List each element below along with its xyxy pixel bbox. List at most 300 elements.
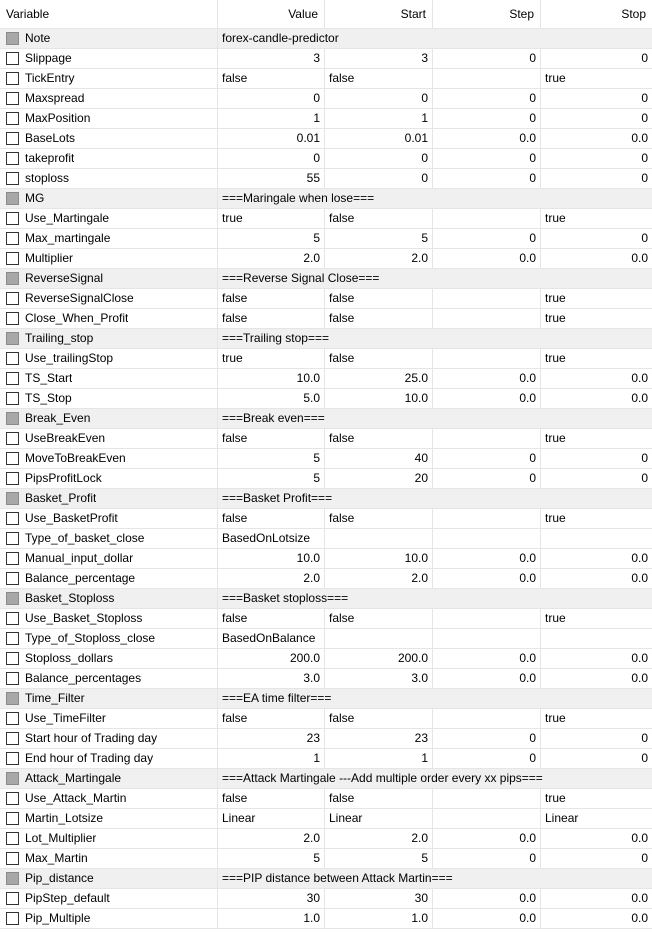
table-row[interactable]	[0, 669, 652, 689]
start-cell[interactable]: false	[325, 609, 433, 629]
variable-name: MaxPosition	[25, 111, 91, 125]
group-row[interactable]	[0, 189, 652, 209]
value-cell[interactable]: 23	[218, 729, 325, 749]
table-row[interactable]	[0, 389, 652, 409]
variable-cell	[0, 869, 218, 889]
value-cell[interactable]: BasedOnLotsize	[218, 529, 325, 549]
variable-cell	[0, 689, 218, 709]
group-row[interactable]	[0, 869, 652, 889]
step-cell[interactable]	[433, 629, 541, 649]
optimize-checkbox[interactable]	[6, 812, 19, 825]
value-cell[interactable]: 1	[218, 109, 325, 129]
value-cell[interactable]: 2.0	[218, 249, 325, 269]
header-step[interactable]: Step	[433, 0, 541, 28]
step-cell[interactable]	[433, 789, 541, 809]
step-cell[interactable]	[433, 609, 541, 629]
stop-cell[interactable]: true	[541, 789, 652, 809]
table-row[interactable]	[0, 569, 652, 589]
table-row[interactable]	[0, 529, 652, 549]
variable-name: Multiplier	[25, 251, 74, 265]
step-cell[interactable]: 0.0	[433, 549, 541, 569]
variable-name: Trailing_stop	[25, 331, 94, 345]
start-cell[interactable]: false	[325, 289, 433, 309]
start-cell	[325, 689, 433, 709]
variable-name: Close_When_Profit	[25, 311, 129, 325]
optimize-checkbox[interactable]	[6, 832, 19, 845]
stop-cell[interactable]	[541, 529, 652, 549]
optimize-checkbox[interactable]	[6, 732, 19, 745]
step-cell[interactable]: 0	[433, 149, 541, 169]
stop-cell	[541, 769, 652, 789]
value-cell[interactable]: Linear	[218, 809, 325, 829]
value-cell[interactable]: 30	[218, 889, 325, 909]
start-cell[interactable]: 10.0	[325, 549, 433, 569]
value-cell[interactable]: false	[218, 69, 325, 89]
start-cell[interactable]: 0	[325, 149, 433, 169]
variable-name: BaseLots	[25, 131, 76, 145]
optimize-checkbox[interactable]	[6, 292, 19, 305]
stop-cell[interactable]: 0	[541, 749, 652, 769]
stop-cell[interactable]: 0	[541, 449, 652, 469]
value-cell[interactable]: true	[218, 209, 325, 229]
variable-name: Start hour of Trading day	[25, 731, 158, 745]
stop-cell[interactable]: Linear	[541, 809, 652, 829]
variable-name: Basket_Profit	[25, 491, 97, 505]
step-cell	[433, 489, 541, 509]
group-row[interactable]	[0, 589, 652, 609]
start-cell[interactable]: Linear	[325, 809, 433, 829]
stop-cell[interactable]: true	[541, 209, 652, 229]
start-cell[interactable]: 1.0	[325, 909, 433, 929]
stop-cell[interactable]: 0.0	[541, 549, 652, 569]
table-row[interactable]	[0, 149, 652, 169]
table-row[interactable]	[0, 549, 652, 569]
variable-name: Use_Martingale	[25, 211, 110, 225]
variable-cell	[0, 729, 218, 749]
stop-cell	[541, 409, 652, 429]
variable-name: stoploss	[25, 171, 70, 185]
stop-cell[interactable]: true	[541, 69, 652, 89]
stop-cell[interactable]: 0	[541, 149, 652, 169]
variable-cell	[0, 909, 218, 929]
value-cell[interactable]: 5.0	[218, 389, 325, 409]
optimize-checkbox[interactable]	[6, 72, 19, 85]
step-cell[interactable]: 0.0	[433, 129, 541, 149]
variable-name: TS_Start	[25, 371, 73, 385]
optimize-checkbox[interactable]	[6, 752, 19, 765]
value-cell[interactable]: false	[218, 609, 325, 629]
step-cell[interactable]: 0.0	[433, 369, 541, 389]
optimize-checkbox[interactable]	[6, 192, 19, 205]
optimize-checkbox[interactable]	[6, 32, 19, 45]
table-row[interactable]	[0, 169, 652, 189]
table-row[interactable]	[0, 429, 652, 449]
stop-cell[interactable]: 0	[541, 469, 652, 489]
table-row[interactable]	[0, 229, 652, 249]
table-row[interactable]	[0, 889, 652, 909]
stop-cell[interactable]: 0	[541, 229, 652, 249]
start-cell[interactable]: false	[325, 429, 433, 449]
value-cell[interactable]: false	[218, 309, 325, 329]
start-cell[interactable]: false	[325, 789, 433, 809]
value-cell[interactable]: 200.0	[218, 649, 325, 669]
value-cell[interactable]: BasedOnBalance	[218, 629, 325, 649]
step-cell[interactable]: 0	[433, 49, 541, 69]
optimize-checkbox[interactable]	[6, 172, 19, 185]
optimize-checkbox[interactable]	[6, 772, 19, 785]
step-cell[interactable]	[433, 509, 541, 529]
optimize-checkbox[interactable]	[6, 372, 19, 385]
variable-name: Max_Martin	[25, 851, 88, 865]
step-cell[interactable]	[433, 529, 541, 549]
table-row[interactable]	[0, 369, 652, 389]
start-cell[interactable]: 1	[325, 749, 433, 769]
optimize-checkbox[interactable]	[6, 512, 19, 525]
variable-cell	[0, 789, 218, 809]
optimize-checkbox[interactable]	[6, 472, 19, 485]
variable-name: Slippage	[25, 51, 72, 65]
optimize-checkbox[interactable]	[6, 572, 19, 585]
group-row[interactable]	[0, 769, 652, 789]
value-cell[interactable]: false	[218, 789, 325, 809]
step-cell[interactable]: 0	[433, 449, 541, 469]
table-row[interactable]	[0, 289, 652, 309]
value-cell[interactable]: 5	[218, 849, 325, 869]
variable-name: Note	[25, 31, 51, 45]
value-cell[interactable]: true	[218, 349, 325, 369]
step-cell[interactable]	[433, 429, 541, 449]
table-row[interactable]	[0, 649, 652, 669]
value-cell[interactable]: 5	[218, 449, 325, 469]
value-cell[interactable]: 3.0	[218, 669, 325, 689]
step-cell[interactable]: 0	[433, 109, 541, 129]
table-row[interactable]	[0, 349, 652, 369]
start-cell[interactable]: 40	[325, 449, 433, 469]
variable-name: Lot_Multiplier	[25, 831, 97, 845]
variable-name: Maxspread	[25, 91, 85, 105]
stop-cell[interactable]: 0.0	[541, 569, 652, 589]
start-cell[interactable]: 5	[325, 229, 433, 249]
table-row[interactable]	[0, 209, 652, 229]
variable-cell	[0, 449, 218, 469]
start-cell[interactable]: 5	[325, 849, 433, 869]
step-cell[interactable]: 0.0	[433, 669, 541, 689]
start-cell[interactable]	[325, 629, 433, 649]
stop-cell[interactable]: 0.0	[541, 829, 652, 849]
stop-cell[interactable]: 0	[541, 89, 652, 109]
table-row[interactable]	[0, 629, 652, 649]
start-cell[interactable]: 3.0	[325, 669, 433, 689]
value-cell[interactable]: 1	[218, 749, 325, 769]
table-row[interactable]	[0, 89, 652, 109]
header-variable[interactable]: Variable	[0, 0, 218, 28]
variable-name: MoveToBreakEven	[25, 451, 126, 465]
table-row[interactable]	[0, 909, 652, 929]
table-row[interactable]	[0, 49, 652, 69]
start-cell[interactable]: 0.01	[325, 129, 433, 149]
step-cell[interactable]: 0	[433, 89, 541, 109]
stop-cell	[541, 489, 652, 509]
variable-cell	[0, 749, 218, 769]
value-cell: ===EA time filter===	[218, 689, 325, 709]
start-cell[interactable]: 2.0	[325, 569, 433, 589]
stop-cell[interactable]: true	[541, 289, 652, 309]
variable-cell	[0, 489, 218, 509]
optimize-checkbox[interactable]	[6, 352, 19, 365]
table-row[interactable]	[0, 709, 652, 729]
variable-name: Attack_Martingale	[25, 771, 122, 785]
optimize-checkbox[interactable]	[6, 52, 19, 65]
start-cell[interactable]	[325, 529, 433, 549]
optimize-checkbox[interactable]	[6, 592, 19, 605]
start-cell[interactable]: false	[325, 349, 433, 369]
optimize-checkbox[interactable]	[6, 452, 19, 465]
step-cell[interactable]: 0	[433, 169, 541, 189]
value-cell[interactable]: 10.0	[218, 369, 325, 389]
value-cell[interactable]: 2.0	[218, 569, 325, 589]
table-row[interactable]	[0, 789, 652, 809]
start-cell[interactable]: 20	[325, 469, 433, 489]
value-cell: ===Basket stoploss===	[218, 589, 325, 609]
value-cell[interactable]: 2.0	[218, 829, 325, 849]
start-cell[interactable]: 3	[325, 49, 433, 69]
optimize-checkbox[interactable]	[6, 492, 19, 505]
value-cell: forex-candle-predictor	[218, 29, 325, 49]
value-cell: ===Trailing stop===	[218, 329, 325, 349]
optimize-checkbox[interactable]	[6, 612, 19, 625]
group-row[interactable]	[0, 689, 652, 709]
stop-cell[interactable]: true	[541, 709, 652, 729]
start-cell[interactable]: false	[325, 509, 433, 529]
stop-cell[interactable]: 0.0	[541, 369, 652, 389]
start-cell[interactable]: 25.0	[325, 369, 433, 389]
start-cell[interactable]: 23	[325, 729, 433, 749]
start-cell[interactable]: 2.0	[325, 829, 433, 849]
step-cell[interactable]	[433, 209, 541, 229]
table-row[interactable]	[0, 109, 652, 129]
value-cell[interactable]: false	[218, 709, 325, 729]
variable-name: Use_TimeFilter	[25, 711, 106, 725]
table-row[interactable]	[0, 129, 652, 149]
optimize-checkbox[interactable]	[6, 632, 19, 645]
start-cell[interactable]: 1	[325, 109, 433, 129]
stop-cell[interactable]: true	[541, 609, 652, 629]
variable-cell	[0, 209, 218, 229]
stop-cell[interactable]: true	[541, 309, 652, 329]
variable-name: PipStep_default	[25, 891, 110, 905]
variable-name: TickEntry	[25, 71, 75, 85]
start-cell[interactable]: false	[325, 209, 433, 229]
variable-cell	[0, 329, 218, 349]
optimize-checkbox[interactable]	[6, 272, 19, 285]
optimize-checkbox[interactable]	[6, 712, 19, 725]
variable-cell	[0, 629, 218, 649]
value-cell: ===Reverse Signal Close===	[218, 269, 325, 289]
stop-cell[interactable]: true	[541, 349, 652, 369]
stop-cell[interactable]: 0	[541, 49, 652, 69]
start-cell[interactable]: 0	[325, 169, 433, 189]
variable-cell	[0, 849, 218, 869]
step-cell[interactable]	[433, 309, 541, 329]
start-cell[interactable]: false	[325, 69, 433, 89]
variable-name: Pip_distance	[25, 871, 94, 885]
header-stop[interactable]: Stop	[621, 7, 646, 21]
header-start[interactable]: Start	[325, 0, 433, 28]
table-row[interactable]	[0, 749, 652, 769]
table-row[interactable]	[0, 69, 652, 89]
optimize-checkbox[interactable]	[6, 432, 19, 445]
step-cell[interactable]: 0	[433, 849, 541, 869]
step-cell[interactable]: 0.0	[433, 829, 541, 849]
step-cell[interactable]: 0.0	[433, 249, 541, 269]
value-cell[interactable]: false	[218, 289, 325, 309]
optimize-checkbox[interactable]	[6, 852, 19, 865]
step-cell[interactable]	[433, 69, 541, 89]
value-cell[interactable]: 5	[218, 469, 325, 489]
stop-cell[interactable]: 0.0	[541, 129, 652, 149]
step-cell[interactable]: 0.0	[433, 649, 541, 669]
step-cell[interactable]: 0.0	[433, 569, 541, 589]
group-row[interactable]	[0, 329, 652, 349]
optimize-checkbox[interactable]	[6, 252, 19, 265]
optimize-checkbox[interactable]	[6, 652, 19, 665]
start-cell[interactable]: 30	[325, 889, 433, 909]
group-row[interactable]	[0, 409, 652, 429]
start-cell[interactable]: false	[325, 709, 433, 729]
start-cell[interactable]: 10.0	[325, 389, 433, 409]
stop-cell[interactable]: 0	[541, 109, 652, 129]
value-cell[interactable]: 10.0	[218, 549, 325, 569]
optimize-checkbox[interactable]	[6, 212, 19, 225]
optimize-checkbox[interactable]	[6, 152, 19, 165]
optimize-checkbox[interactable]	[6, 412, 19, 425]
value-cell: ===PIP distance between Attack Martin===	[218, 869, 325, 889]
optimize-checkbox[interactable]	[6, 552, 19, 565]
table-row[interactable]	[0, 249, 652, 269]
stop-cell[interactable]	[541, 629, 652, 649]
optimize-checkbox[interactable]	[6, 392, 19, 405]
value-cell[interactable]: false	[218, 429, 325, 449]
stop-cell[interactable]: 0.0	[541, 889, 652, 909]
optimize-checkbox[interactable]	[6, 672, 19, 685]
variable-name: Balance_percentages	[25, 671, 142, 685]
variable-cell	[0, 509, 218, 529]
stop-cell	[541, 269, 652, 289]
variable-cell	[0, 589, 218, 609]
table-row[interactable]	[0, 509, 652, 529]
stop-cell[interactable]: 0.0	[541, 649, 652, 669]
optimize-checkbox[interactable]	[6, 92, 19, 105]
optimize-checkbox[interactable]	[6, 792, 19, 805]
optimize-checkbox[interactable]	[6, 872, 19, 885]
variable-cell	[0, 89, 218, 109]
optimize-checkbox[interactable]	[6, 112, 19, 125]
variable-cell	[0, 769, 218, 789]
table-row[interactable]	[0, 469, 652, 489]
variable-cell	[0, 229, 218, 249]
table-row[interactable]	[0, 729, 652, 749]
stop-cell[interactable]: 0.0	[541, 669, 652, 689]
group-row[interactable]	[0, 269, 652, 289]
variable-name: Type_of_Stoploss_close	[25, 631, 156, 645]
value-cell[interactable]: 0	[218, 89, 325, 109]
optimize-checkbox[interactable]	[6, 892, 19, 905]
optimize-checkbox[interactable]	[6, 312, 19, 325]
variable-name: takeprofit	[25, 151, 75, 165]
table-row[interactable]	[0, 849, 652, 869]
value-cell: ===Maringale when lose===	[218, 189, 325, 209]
table-row[interactable]	[0, 609, 652, 629]
value-cell[interactable]: 0.01	[218, 129, 325, 149]
variable-name: Use_trailingStop	[25, 351, 114, 365]
step-cell[interactable]: 0	[433, 749, 541, 769]
variable-name: Use_BasketProfit	[25, 511, 118, 525]
variable-name: ReverseSignal	[25, 271, 104, 285]
table-row[interactable]	[0, 809, 652, 829]
stop-cell[interactable]: 0	[541, 729, 652, 749]
step-cell[interactable]	[433, 349, 541, 369]
start-cell[interactable]: 200.0	[325, 649, 433, 669]
value-cell[interactable]: false	[218, 509, 325, 529]
step-cell[interactable]: 0.0	[433, 889, 541, 909]
stop-cell[interactable]: 0	[541, 849, 652, 869]
value-cell[interactable]: 5	[218, 229, 325, 249]
step-cell[interactable]: 0	[433, 729, 541, 749]
variable-cell	[0, 169, 218, 189]
start-cell[interactable]: 0	[325, 89, 433, 109]
group-row[interactable]	[0, 489, 652, 509]
stop-cell[interactable]: true	[541, 509, 652, 529]
table-row[interactable]	[0, 309, 652, 329]
optimize-checkbox[interactable]	[6, 532, 19, 545]
optimize-checkbox[interactable]	[6, 232, 19, 245]
optimize-checkbox[interactable]	[6, 332, 19, 345]
step-cell[interactable]: 0	[433, 229, 541, 249]
value-cell[interactable]: 3	[218, 49, 325, 69]
variable-cell	[0, 889, 218, 909]
stop-cell[interactable]: 0.0	[541, 909, 652, 929]
group-row[interactable]	[0, 29, 652, 49]
value-cell[interactable]: 55	[218, 169, 325, 189]
value-cell[interactable]: 1.0	[218, 909, 325, 929]
stop-cell[interactable]: 0.0	[541, 389, 652, 409]
step-cell[interactable]: 0.0	[433, 389, 541, 409]
optimize-checkbox[interactable]	[6, 692, 19, 705]
header-value[interactable]: Value	[218, 0, 325, 28]
step-cell[interactable]	[433, 809, 541, 829]
step-cell[interactable]	[433, 709, 541, 729]
start-cell[interactable]: false	[325, 309, 433, 329]
variable-cell	[0, 149, 218, 169]
stop-cell	[541, 589, 652, 609]
table-row[interactable]	[0, 829, 652, 849]
optimize-checkbox[interactable]	[6, 132, 19, 145]
variable-cell	[0, 309, 218, 329]
variable-cell	[0, 429, 218, 449]
table-row[interactable]	[0, 449, 652, 469]
stop-cell[interactable]: true	[541, 429, 652, 449]
start-cell[interactable]: 2.0	[325, 249, 433, 269]
step-cell[interactable]: 0.0	[433, 909, 541, 929]
value-cell[interactable]: 0	[218, 149, 325, 169]
variable-name: Manual_input_dollar	[25, 551, 134, 565]
step-cell[interactable]: 0	[433, 469, 541, 489]
optimize-checkbox[interactable]	[6, 912, 19, 925]
stop-cell[interactable]: 0	[541, 169, 652, 189]
stop-cell[interactable]: 0.0	[541, 249, 652, 269]
step-cell[interactable]	[433, 289, 541, 309]
start-cell	[325, 489, 433, 509]
